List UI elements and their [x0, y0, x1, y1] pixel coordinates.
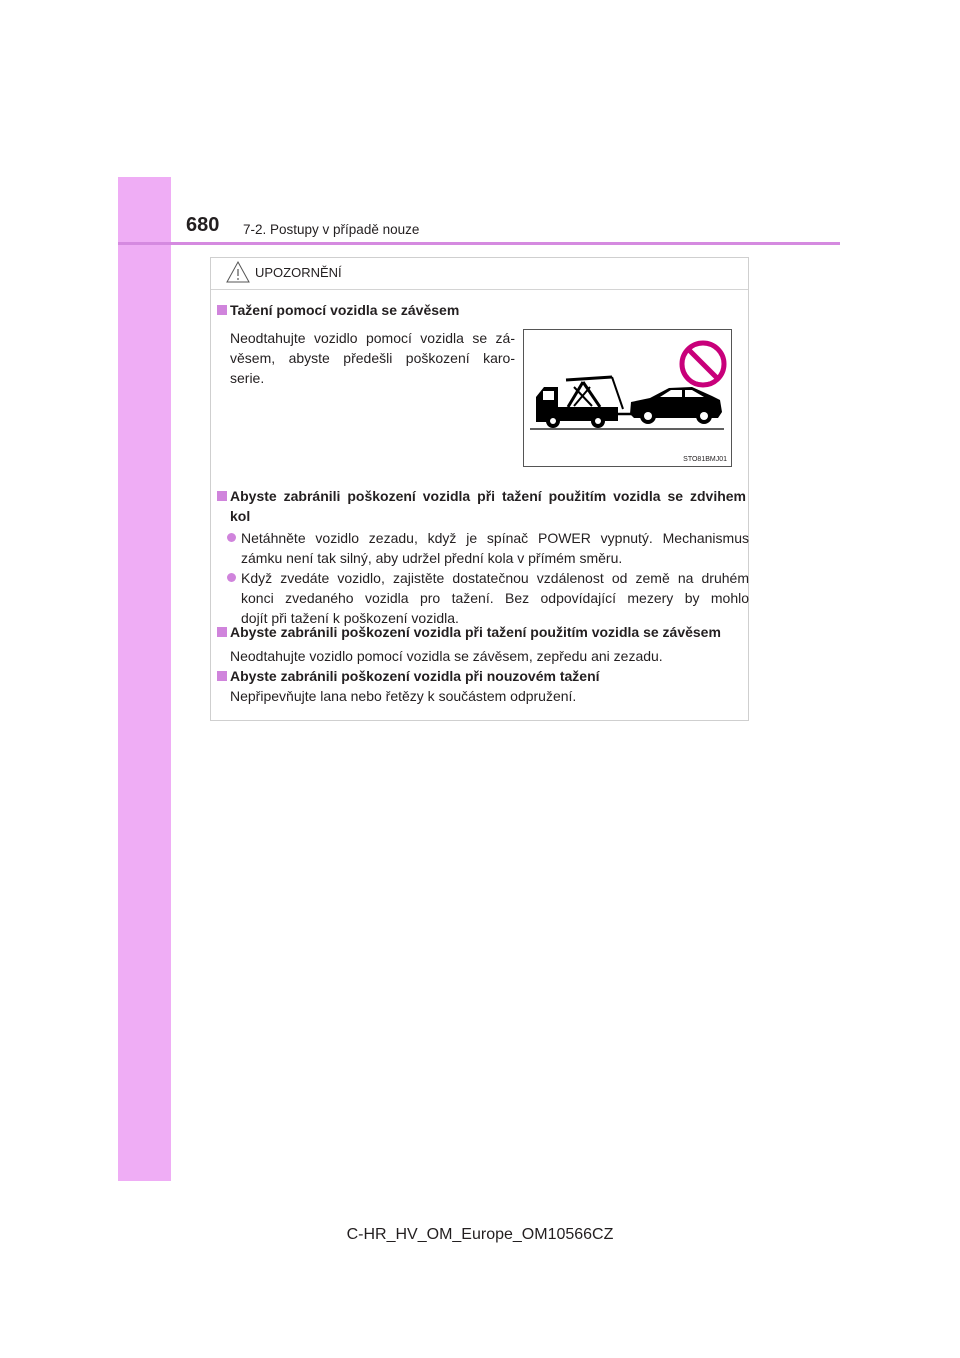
section-heading: Abyste zabránili poškození vozidla při tažení použitím vozidla se zdvihem kol [217, 486, 231, 506]
section-text: Neodtahujte vozidlo pomocí vozidla se zá- věsem, abyste předešli poškození karo- serie. [230, 330, 515, 386]
warning-box: UPOZORNĚNÍ Tažení pomocí vozidla se závěsem Neodtahujte vozidlo pomocí vozidla se zá- věsem, abyste předešli poškození karo- serie. STO81BMJ01 Abyste zabránili poškození vozidla při tažení použitím vozidla se zdvihem kol Netáhněte vozidlo zezadu, když je spínač POWER vypnutý. Mechanismus zámku není tak silný, aby udržel přední kola v přímém směru. Když zvedáte vozidlo, zajistěte dostatečnou vzdálenost od země na druhém konci zvedaného vozidla pro tažení. Bez odpovídající mezery by mohlo dojít při tažení k poškození vozidla. Abyste zabránili poškození vozidla při tažení použitím vozidla se závěsem Neodtahujte vozidlo pomocí vozidla se závěsem, zepředu ani zezadu. Abyste zabránili poškození vozidla při nouzovém tažení Nepřipevňujte lana nebo řetězy k součástem odpružení. [210, 257, 749, 721]
round-bullet-icon [227, 533, 236, 542]
figure-code: STO81BMJ01 [683, 456, 727, 463]
warning-title: UPOZORNĚNÍ [255, 265, 342, 280]
tow-truck-illustration [523, 329, 732, 467]
section-heading: Abyste zabránili poškození vozidla při nouzovém tažení [217, 666, 231, 686]
section-text: Neodtahujte vozidlo pomocí vozidla se závěsem, zepředu ani zezadu. [230, 648, 663, 664]
square-bullet-icon [217, 305, 227, 315]
section-heading: Tažení pomocí vozidla se závěsem [217, 300, 231, 320]
tow-truck-car-image [524, 330, 731, 466]
square-bullet-icon [217, 671, 227, 681]
section-heading: Abyste zabránili poškození vozidla při tažení použitím vozidla se závěsem [217, 622, 231, 642]
square-bullet-icon [217, 491, 227, 501]
header-rule [118, 242, 840, 245]
document-footer: C-HR_HV_OM_Europe_OM10566CZ [346, 1226, 614, 1243]
warning-triangle-icon [226, 260, 250, 284]
chapter-title: 7-2. Postupy v případě nouze [243, 222, 420, 237]
warning-header [211, 258, 748, 290]
square-bullet-icon [217, 627, 227, 637]
page-number: 680 [186, 214, 220, 236]
section-text: Nepřipevňujte lana nebo řetězy k součástem odpružení. [230, 688, 577, 704]
round-bullet-icon [227, 573, 236, 582]
side-band [118, 177, 171, 1181]
